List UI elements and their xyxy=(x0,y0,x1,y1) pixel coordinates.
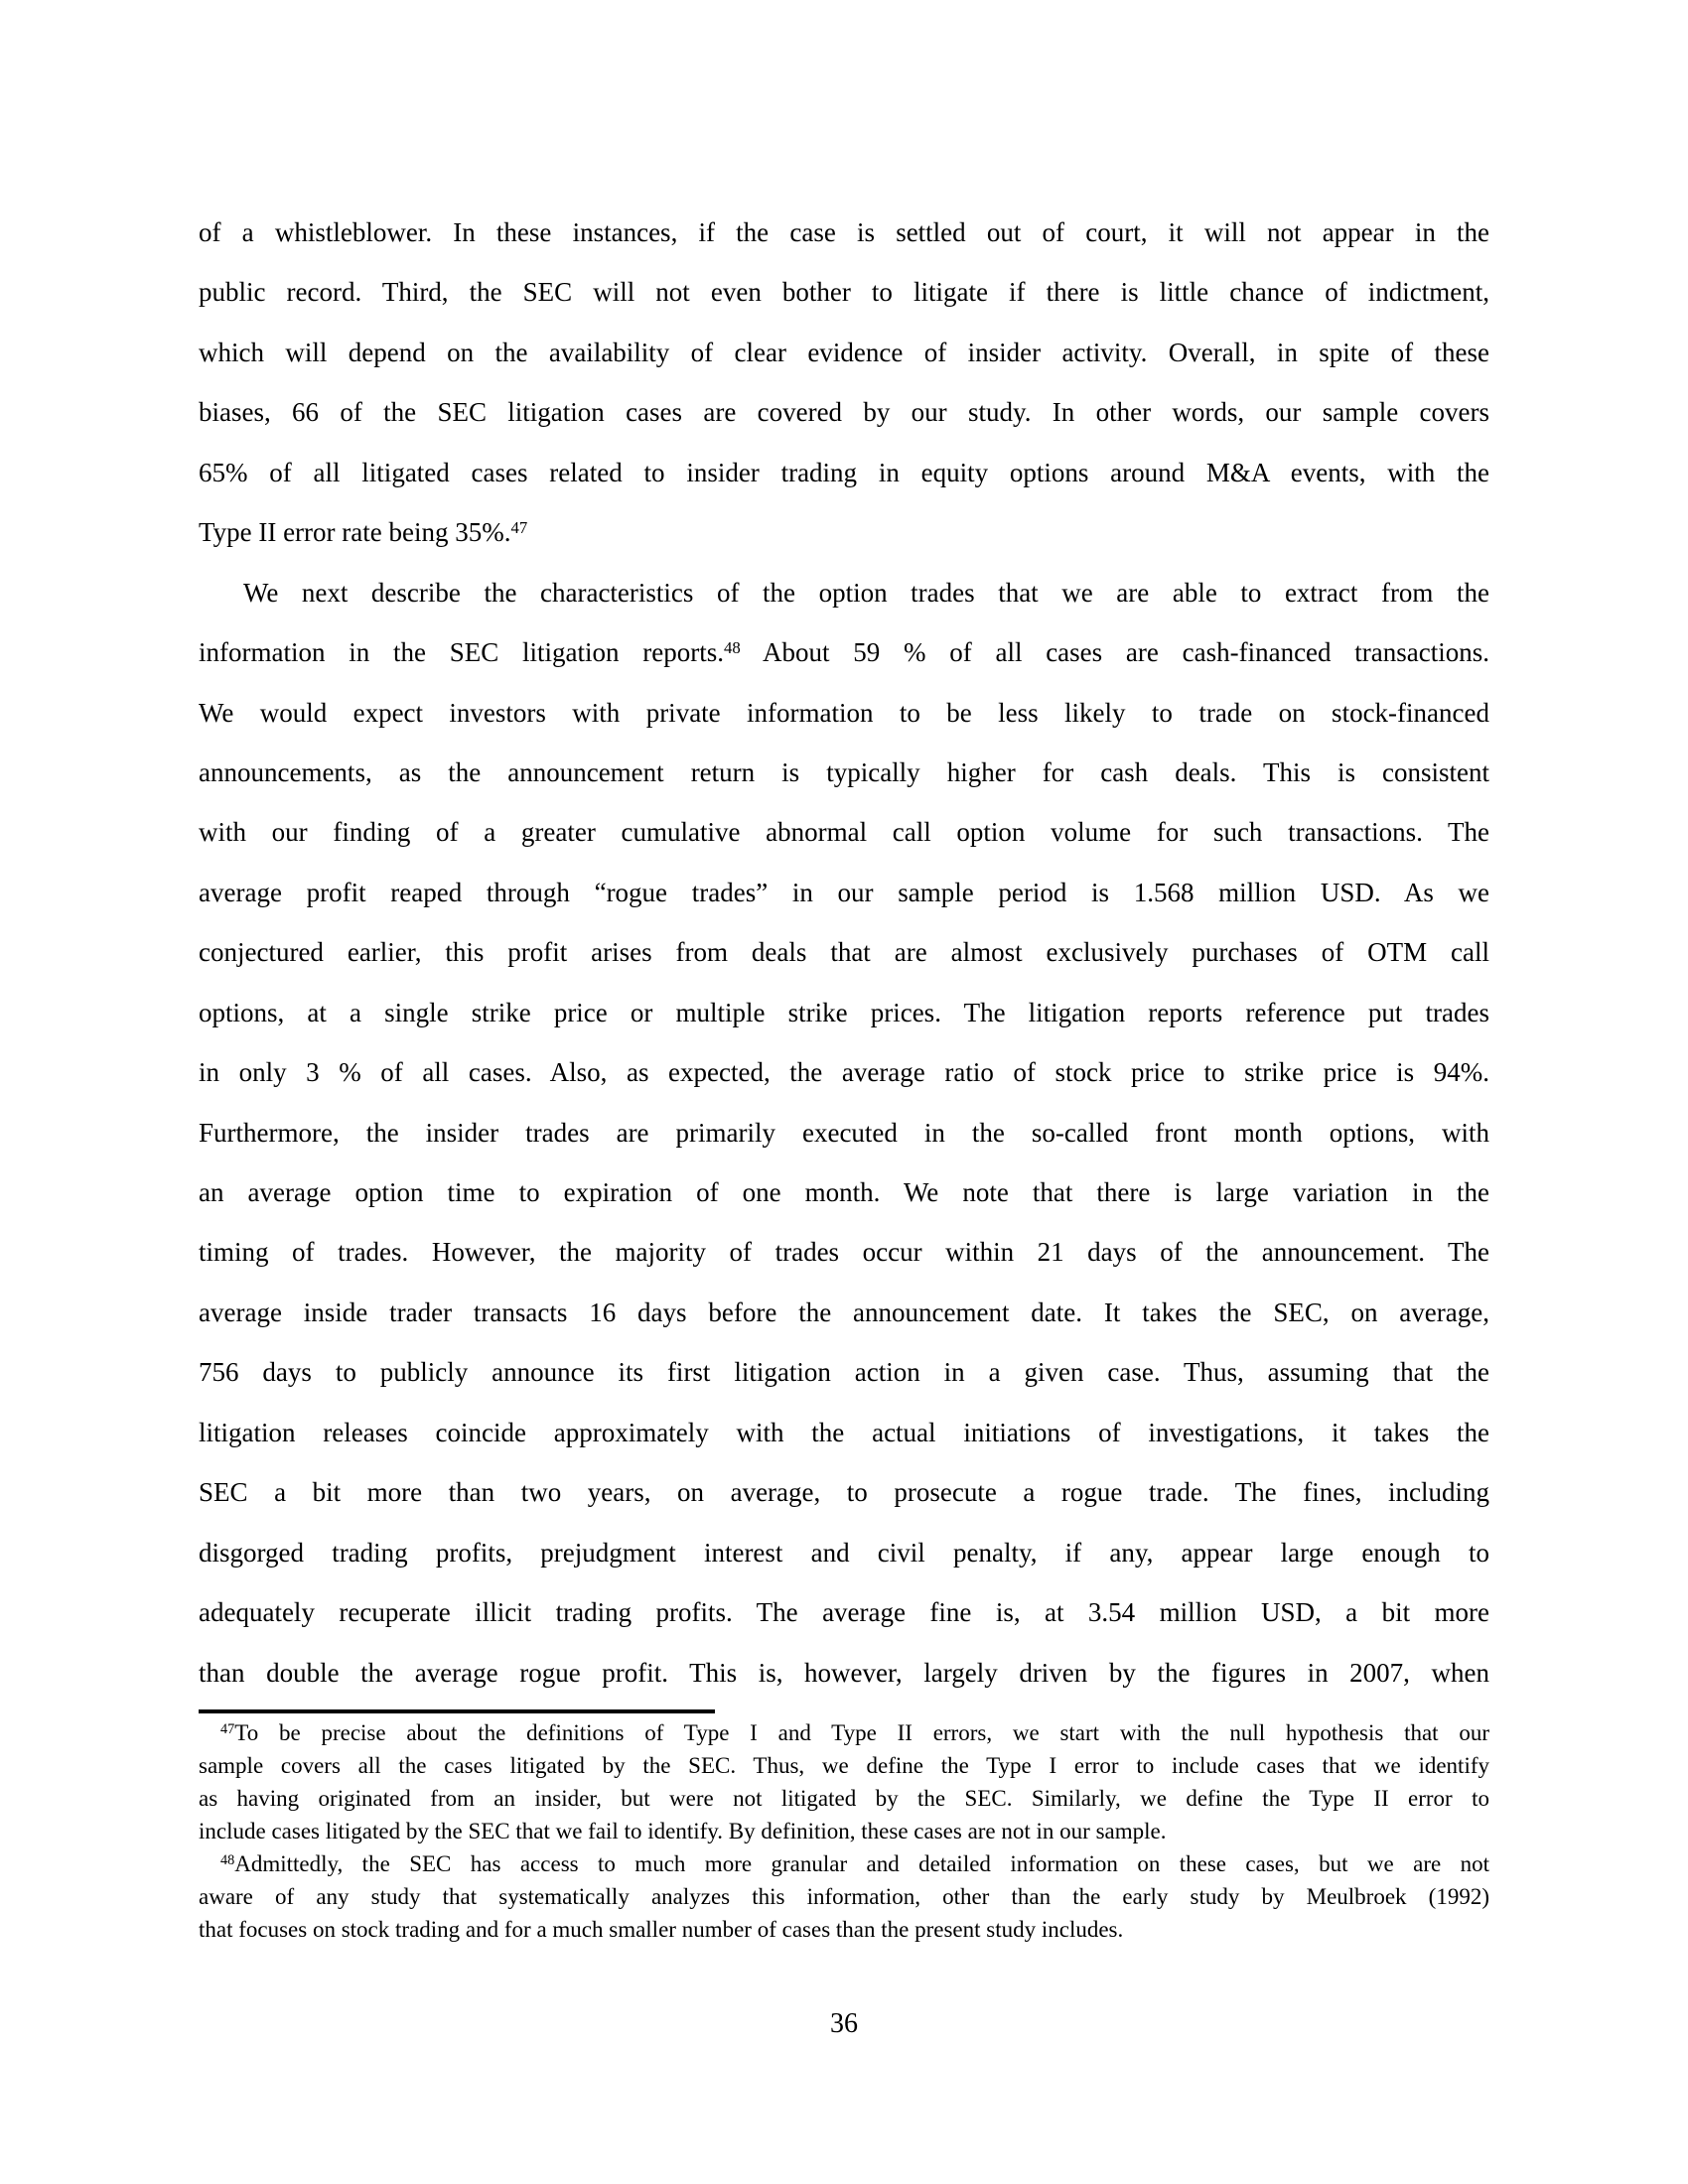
body-line: conjectured earlier, this profit arises from deals that are almost exclusively purchases of OTM call xyxy=(199,937,1489,968)
body-line: Furthermore, the insider trades are primarily executed in the so-called front month options, with xyxy=(199,1117,1489,1148)
body-line: which will depend on the availability of clear evidence of insider activity. Overall, in spite of these xyxy=(199,337,1489,367)
footnote-line: sample covers all the cases litigated by the SEC. Thus, we define the Type I error to include cases that we identify xyxy=(199,1753,1489,1778)
body-line: public record. Third, the SEC will not even bother to litigate if there is little chance of indictment, xyxy=(199,277,1489,308)
body-line: average profit reaped through “rogue trades” in our sample period is 1.568 million USD. As we xyxy=(199,877,1489,907)
body-line: than double the average rogue profit. This is, however, largely driven by the figures in 2007, when xyxy=(199,1657,1489,1688)
body-line: in only 3 % of all cases. Also, as expected, the average ratio of stock price to strike price is 94%. xyxy=(199,1057,1489,1088)
body-line: 756 days to publicly announce its first litigation action in a given case. Thus, assuming that the xyxy=(199,1357,1489,1388)
body-line: with our finding of a greater cumulative abnormal call option volume for such transactions. The xyxy=(199,817,1489,848)
body-line: options, at a single strike price or multiple strike prices. The litigation reports reference put trades xyxy=(199,997,1489,1027)
body-line: timing of trades. However, the majority of trades occur within 21 days of the announcement. The xyxy=(199,1237,1489,1268)
footnote-line: that focuses on stock trading and for a much smaller number of cases than the present study includes. xyxy=(199,1917,1124,1942)
body-line: SEC a bit more than two years, on average, to prosecute a rogue trade. The fines, including xyxy=(199,1477,1489,1508)
body-line: announcements, as the announcement return is typically higher for cash deals. This is consistent xyxy=(199,756,1489,787)
footnote-marker: 47 xyxy=(510,518,528,538)
body-line: adequately recuperate illicit trading profits. The average fine is, at 3.54 million USD, a bit more xyxy=(199,1597,1489,1628)
body-line: average inside trader transacts 16 days before the announcement date. It takes the SEC, on average, xyxy=(199,1297,1489,1327)
footnote-marker: 48 xyxy=(220,1852,235,1869)
footnote-line: $^{48}$Admittedly, the SEC has access to much more granular and detailed information on these cases, but we are not xyxy=(220,1851,1489,1876)
footnote-line: include cases litigated by the SEC that we fail to identify. By definition, these cases are not in our sample. xyxy=(199,1819,1167,1843)
footnote-separator-rule xyxy=(199,1709,715,1713)
footnote xyxy=(199,1716,1489,1847)
body-line: disgorged trading profits, prejudgment interest and civil penalty, if any, appear large enough to xyxy=(199,1537,1489,1568)
body-line: information in the SEC litigation reports.$^{48}$ About 59 % of all cases are cash-financed transactions. xyxy=(199,637,1489,668)
footnote-marker: 48 xyxy=(723,638,741,658)
footnote xyxy=(199,1847,1489,1946)
body-text xyxy=(199,203,1489,1703)
paragraph xyxy=(199,203,1489,563)
body-line: We next describe the characteristics of the option trades that we are able to extract from the xyxy=(243,577,1489,608)
body-line: litigation releases coincide approximately with the actual initiations of investigations, it takes the xyxy=(199,1417,1489,1447)
body-line: of a whistleblower. In these instances, if the case is settled out of court, it will not appear in the xyxy=(199,217,1489,247)
body-line: We would expect investors with private information to be less likely to trade on stock-financed xyxy=(199,697,1489,728)
footnote-line: as having originated from an insider, but were not litigated by the SEC. Similarly, we define the Type II error to xyxy=(199,1786,1489,1811)
page-number: 36 xyxy=(830,2008,858,2039)
body-line: biases, 66 of the SEC litigation cases are covered by our study. In other words, our sample covers xyxy=(199,397,1489,428)
body-line: an average option time to expiration of one month. We note that there is large variation in the xyxy=(199,1177,1489,1207)
body-line: 65% of all litigated cases related to insider trading in equity options around M&A events, with the xyxy=(199,457,1489,487)
footnote-line: $^{47}$To be precise about the definitions of Type I and Type II errors, we start with the null hypothesis that our xyxy=(220,1720,1489,1745)
footnote-line: aware of any study that systematically analyzes this information, other than the early study by Meulbroek (1992) xyxy=(199,1884,1489,1909)
footnote-marker: 47 xyxy=(220,1721,235,1738)
body-line: Type II error rate being 35%.$^{47}$ xyxy=(199,517,528,548)
paragraph xyxy=(199,563,1489,1703)
footnotes xyxy=(199,1716,1489,1946)
